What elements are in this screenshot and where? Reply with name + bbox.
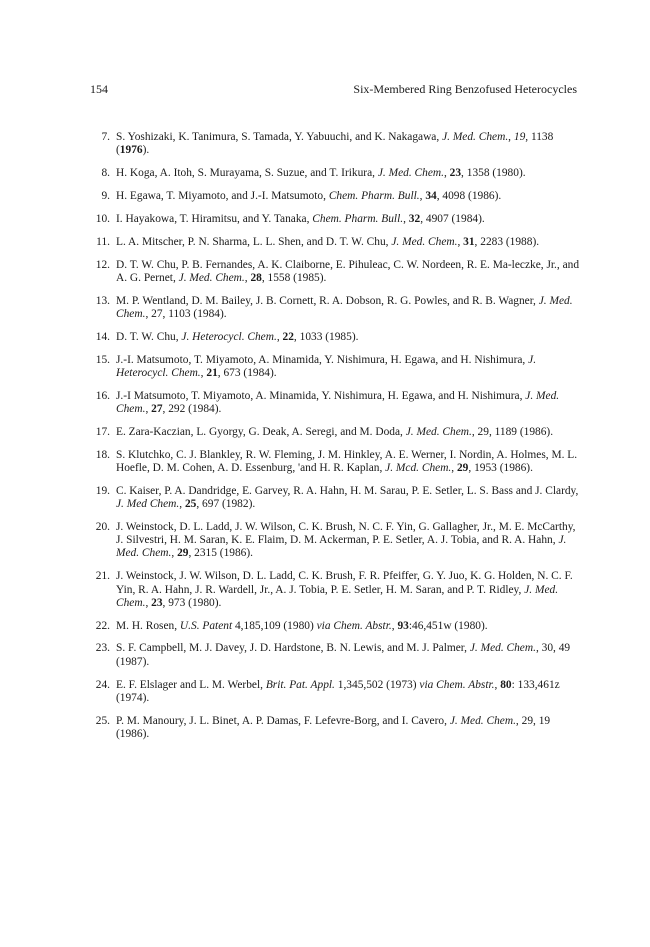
- text-segment: , 30, 49 (1987).: [116, 642, 571, 668]
- reference-list: [90, 131, 580, 751]
- reference-text: [116, 131, 580, 157]
- bold-segment: 23: [449, 167, 462, 180]
- text-segment: ,: [451, 462, 457, 475]
- text-segment: ,: [494, 678, 501, 691]
- reference-item: [90, 167, 580, 180]
- text-segment: , 292 (1984).: [162, 403, 222, 416]
- reference-number: 9.: [101, 189, 110, 202]
- reference-number: 16.: [95, 389, 110, 402]
- text-segment: M. P. Wentland, D. M. Bailey, J. B. Cornett, R. A. Dobson, R. G. Powles, and R. B. Wagner,: [116, 294, 539, 307]
- bold-segment: 27: [151, 403, 163, 416]
- reference-number: 23.: [95, 642, 110, 655]
- reference-number: 19.: [95, 484, 110, 497]
- italic-segment: J. Med. Chem.: [469, 642, 536, 655]
- text-segment: ,: [508, 131, 514, 143]
- text-segment: ,: [179, 498, 185, 511]
- text-segment: , 973 (1980).: [162, 596, 222, 609]
- reference-text: [116, 449, 580, 475]
- text-segment: , 673 (1984).: [217, 366, 277, 379]
- text-segment: ,: [391, 619, 398, 632]
- text-segment: D. T. W. Chu,: [116, 330, 182, 343]
- text-segment: J. Weinstock, J. W. Wilson, D. L. Ladd, C. K. Brush, F. R. Pfeiffer, G. Y. Juo, K. G. Holden, N. C. F. Yin, R. A. Hahn, J. R. Wardell, Jr., A. J. Tobia, P. E. Setler, H. M. Saran, and P. T. Ridley,: [116, 570, 573, 596]
- reference-text: [116, 426, 580, 439]
- bold-segment: 23: [151, 596, 163, 609]
- text-segment: : 133,461z (1974).: [116, 678, 560, 704]
- text-segment: , 4098 (1986).: [436, 189, 502, 202]
- italic-segment: J. Heterocycl. Chem.: [116, 353, 537, 379]
- italic-segment: Chem. Abstr.: [436, 678, 495, 691]
- italic-segment: J. Med. Chem.: [116, 389, 560, 416]
- reference-number: 24.: [95, 678, 110, 691]
- reference-item: [90, 426, 580, 439]
- reference-number: 15.: [95, 353, 110, 366]
- reference-text: [116, 570, 580, 610]
- italic-segment: J. Med. Chem.: [391, 235, 458, 248]
- text-segment: , 1558 (1985).: [261, 271, 327, 284]
- italic-segment: J. Med. Chem.: [377, 167, 444, 180]
- text-segment: , 1358 (1980).: [461, 167, 526, 180]
- reference-number: 11.: [96, 235, 110, 248]
- text-segment: ,: [457, 235, 464, 248]
- text-segment: , 4907 (1984).: [420, 212, 485, 225]
- bold-segment: 29: [177, 547, 189, 560]
- italic-segment: Chem. Pharm. Bull.: [312, 212, 404, 225]
- reference-text: [116, 213, 580, 226]
- text-segment: , 1953 (1986).: [468, 462, 533, 475]
- text-segment: , 2283 (1988).: [474, 235, 540, 248]
- text-segment: ,: [244, 271, 251, 284]
- italic-segment: Chem. Abstr.: [333, 619, 392, 632]
- reference-number: 13.: [95, 294, 110, 307]
- reference-number: 14.: [95, 330, 110, 343]
- italic-segment: J. Med Chem.: [116, 498, 180, 511]
- bold-segment: 25: [184, 498, 197, 511]
- reference-item: [90, 521, 580, 561]
- reference-number: 20.: [95, 521, 110, 533]
- italic-segment: Chem. Pharm. Bull.: [328, 189, 420, 202]
- text-segment: ,: [443, 167, 450, 180]
- bold-segment: 34: [425, 189, 437, 202]
- reference-item: [90, 620, 580, 633]
- italic-segment: Brit. Pat. Appl.: [265, 678, 335, 691]
- text-segment: ,: [171, 547, 178, 560]
- italic-segment: J. Med. Chem.: [405, 425, 472, 438]
- text-segment: H. Egawa, T. Miyamoto, and J.-I. Matsumoto,: [116, 189, 329, 202]
- reference-text: [116, 521, 580, 561]
- reference-text: [116, 485, 580, 511]
- reference-number: 18.: [95, 448, 110, 461]
- reference-number: 21.: [95, 570, 110, 583]
- reference-text: [116, 259, 580, 285]
- reference-text: [116, 642, 580, 668]
- text-segment: L. A. Mitscher, P. N. Sharma, L. L. Shen, and D. T. W. Chu,: [116, 235, 392, 248]
- bold-segment: 1976: [119, 144, 143, 157]
- page-number: 154: [90, 82, 108, 96]
- text-segment: S. Yoshizaki, K. Tanimura, S. Tamada, Y. Yabuuchi, and K. Nakagawa,: [116, 131, 443, 143]
- reference-text: [116, 354, 580, 380]
- text-segment: M. H. Rosen,: [116, 619, 180, 632]
- reference-text: [116, 715, 580, 741]
- text-segment: ,: [200, 366, 207, 379]
- text-segment: :46,451w (1980).: [408, 619, 488, 632]
- reference-item: [90, 213, 580, 226]
- text-segment: , 1138 (: [116, 131, 554, 157]
- reference-number: 22.: [95, 619, 110, 632]
- bold-segment: 28: [250, 271, 262, 284]
- text-segment: H. Koga, A. Itoh, S. Murayama, S. Suzue, and T. Irikura,: [116, 167, 378, 180]
- text-segment: ,: [419, 189, 426, 202]
- reference-item: [90, 715, 580, 741]
- italic-segment: J. Med. Chem.: [178, 271, 245, 284]
- text-segment: 4,185,109 (1980): [232, 619, 317, 632]
- text-segment: J. Weinstock, D. L. Ladd, J. W. Wilson, C. K. Brush, N. C. F. Yin, G. Gallagher, Jr., M. E. McCarthy, J. Silvestri, H. M. Saran, K. E. Flaim, D. M. Ackerman, P. E. Setler, A. J. Tobia, and R. A. Hahn,: [116, 521, 576, 547]
- italic-segment: J. Med. Chem.: [116, 534, 567, 560]
- reference-item: [90, 331, 580, 344]
- text-segment: , 29, 1189 (1986).: [471, 425, 554, 438]
- reference-text: [116, 295, 580, 321]
- reference-number: 7.: [101, 131, 110, 143]
- reference-number: 12.: [95, 258, 110, 271]
- text-segment: S. Klutchko, C. J. Blankley, R. W. Fleming, J. M. Hinkley, A. E. Werner, I. Nordin, A. Holmes, M. L. Hoefle, D. M. Cohen, A. D. Essenburg, 'and H. R. Kaplan,: [116, 448, 578, 475]
- reference-item: [90, 642, 580, 668]
- text-segment: C. Kaiser, P. A. Dandridge, E. Garvey, R. A. Hahn, H. M. Sarau, P. E. Setler, L. S. Bass and J. Clardy,: [116, 484, 579, 497]
- bold-segment: 32: [408, 212, 421, 225]
- text-segment: ,: [403, 212, 409, 225]
- text-segment: J.-I Matsumoto, T. Miyamoto, A. Minamida, Y. Nishimura, H. Egawa, and H. Nishimura,: [116, 389, 526, 402]
- reference-item: [90, 190, 580, 203]
- reference-item: [90, 570, 580, 610]
- bold-segment: 21: [206, 366, 218, 379]
- text-segment: , 2315 (1986).: [188, 547, 253, 560]
- italic-segment: U.S. Patent: [179, 619, 233, 632]
- italic-segment: via: [316, 619, 331, 632]
- bold-segment: 22: [282, 330, 294, 343]
- bold-segment: 93: [397, 619, 409, 632]
- italic-segment: J. Med. Chem.: [116, 294, 573, 320]
- text-segment: P. M. Manoury, J. L. Binet, A. P. Damas, F. Lefevre-Borg, and I. Cavero,: [116, 714, 450, 727]
- italic-segment: J. Heterocycl. Chem.: [181, 330, 277, 343]
- text-segment: , 27, 1103 (1984).: [145, 307, 227, 320]
- reference-item: [90, 259, 580, 285]
- reference-number: 10.: [95, 212, 110, 225]
- running-title: Six-Membered Ring Benzofused Heterocycles: [353, 82, 577, 96]
- reference-item: [90, 295, 580, 321]
- text-segment: , 29, 19 (1986).: [116, 714, 551, 740]
- text-segment: J.-I. Matsumoto, T. Miyamoto, A. Minamida, Y. Nishimura, H. Egawa, and H. Nishimura,: [116, 353, 529, 366]
- reference-text: [116, 236, 580, 249]
- italic-segment: J. Med. Chem.: [442, 131, 509, 143]
- italic-segment: 19: [513, 131, 526, 143]
- reference-item: [90, 449, 580, 475]
- reference-item: [90, 236, 580, 249]
- italic-segment: J. Mcd. Chem.: [385, 462, 452, 475]
- italic-segment: via: [419, 678, 434, 691]
- reference-item: [90, 485, 580, 511]
- bold-segment: 29: [456, 462, 469, 475]
- text-segment: , 1033 (1985).: [293, 330, 359, 343]
- text-segment: ,: [145, 403, 152, 416]
- bold-segment: 31: [463, 235, 475, 248]
- reference-item: [90, 390, 580, 416]
- text-segment: ).: [142, 144, 150, 157]
- reference-item: [90, 679, 580, 705]
- reference-number: 17.: [95, 425, 110, 438]
- text-segment: D. T. W. Chu, P. B. Fernandes, A. K. Claiborne, E. Pihuleac, C. W. Nordeen, R. E. Ma-leczke, Jr., and A. G. Pernet,: [116, 258, 580, 284]
- reference-number: 25.: [95, 714, 110, 727]
- text-segment: ,: [276, 330, 283, 343]
- reference-text: [116, 620, 580, 633]
- text-segment: I. Hayakowa, T. Hiramitsu, and Y. Tanaka,: [116, 212, 313, 225]
- reference-item: [90, 354, 580, 380]
- italic-segment: J. Med. Chem.: [116, 583, 559, 609]
- text-segment: E. Zara-Kaczian, L. Gyorgy, G. Deak, A. Seregi, and M. Doda,: [116, 425, 406, 438]
- reference-text: [116, 167, 580, 180]
- text-segment: 1,345,502 (1973): [334, 678, 420, 691]
- text-segment: S. F. Campbell, M. J. Davey, J. D. Hardstone, B. N. Lewis, and M. J. Palmer,: [116, 642, 470, 655]
- text-segment: E. F. Elslager and L. M. Werbel,: [116, 678, 266, 691]
- italic-segment: J. Med. Chem.: [449, 714, 516, 727]
- text-segment: , 697 (1982).: [196, 498, 256, 511]
- bold-segment: 80: [500, 678, 512, 691]
- reference-item: [90, 131, 580, 157]
- reference-text: [116, 331, 580, 344]
- text-segment: ,: [145, 596, 152, 609]
- reference-number: 8.: [101, 167, 110, 180]
- reference-text: [116, 390, 580, 416]
- reference-text: [116, 190, 580, 203]
- reference-text: [116, 679, 580, 705]
